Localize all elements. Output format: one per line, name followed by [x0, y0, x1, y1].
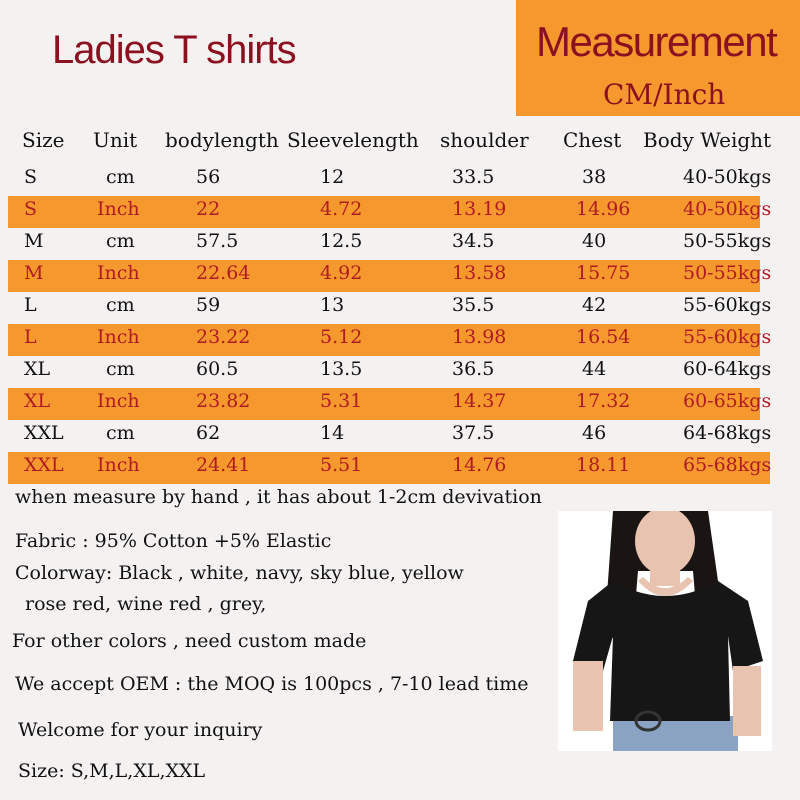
cell-weight: 55-60kgs [683, 326, 772, 348]
cell-size: S [24, 166, 38, 188]
cell-shoulder: 37.5 [452, 422, 495, 444]
cell-weight: 40-50kgs [683, 166, 772, 188]
cell-shoulder: 13.98 [452, 326, 507, 348]
welcome-note: Welcome for your inquiry [18, 719, 263, 741]
oem-note: We accept OEM : the MOQ is 100pcs , 7-10 lead time [15, 673, 529, 695]
header-bodylength: bodylength [165, 128, 279, 152]
header-size: Size [22, 128, 65, 152]
cell-chest: 18.11 [576, 454, 631, 476]
cell-bodylength: 56 [196, 166, 221, 188]
cell-bodylength: 22.64 [196, 262, 251, 284]
cell-unit: Inch [97, 262, 140, 284]
cell-chest: 16.54 [576, 326, 631, 348]
cell-chest: 17.32 [576, 390, 631, 412]
cell-sleeve: 5.51 [320, 454, 363, 476]
cell-weight: 60-64kgs [683, 358, 772, 380]
cell-weight: 50-55kgs [683, 230, 772, 252]
cell-sleeve: 4.72 [320, 198, 363, 220]
cell-unit: Inch [97, 326, 140, 348]
cell-bodylength: 62 [196, 422, 221, 444]
colorway-note-cont: rose red, wine red , grey, [25, 593, 267, 615]
cell-chest: 42 [582, 294, 607, 316]
cell-unit: Inch [97, 198, 140, 220]
fabric-note: Fabric : 95% Cotton +5% Elastic [15, 530, 332, 552]
custom-colors-note: For other colors , need custom made [12, 630, 367, 652]
cell-chest: 15.75 [576, 262, 631, 284]
cell-bodylength: 22 [196, 198, 221, 220]
cell-sleeve: 12 [320, 166, 345, 188]
cell-unit: Inch [97, 390, 140, 412]
header-chest: Chest [563, 128, 622, 152]
cell-unit: cm [106, 166, 135, 188]
cell-weight: 50-55kgs [683, 262, 772, 284]
cell-sleeve: 5.12 [320, 326, 363, 348]
sizes-note: Size: S,M,L,XL,XXL [18, 760, 206, 782]
cell-shoulder: 36.5 [452, 358, 495, 380]
cell-bodylength: 59 [196, 294, 221, 316]
cell-size: M [24, 230, 44, 252]
cell-shoulder: 35.5 [452, 294, 495, 316]
cell-shoulder: 14.37 [452, 390, 507, 412]
cell-size: M [24, 262, 44, 284]
colorway-note: Colorway: Black , white, navy, sky blue, yellow [15, 562, 464, 584]
cell-unit: cm [106, 294, 135, 316]
cell-size: L [24, 294, 37, 316]
cell-unit: cm [106, 422, 135, 444]
cell-size: XL [24, 390, 51, 412]
cell-shoulder: 34.5 [452, 230, 495, 252]
cell-bodylength: 23.22 [196, 326, 251, 348]
cell-weight: 40-50kgs [683, 198, 772, 220]
cell-shoulder: 33.5 [452, 166, 495, 188]
measurement-unit: CM/Inch [603, 78, 726, 111]
cell-bodylength: 23.82 [196, 390, 251, 412]
cell-bodylength: 24.41 [196, 454, 251, 476]
cell-bodylength: 57.5 [196, 230, 239, 252]
cell-size: S [24, 198, 38, 220]
header-sleevelength: Sleevelength [287, 128, 419, 152]
cell-weight: 64-68kgs [683, 422, 772, 444]
cell-chest: 38 [582, 166, 607, 188]
cell-weight: 65-68kgs [683, 454, 772, 476]
cell-shoulder: 13.19 [452, 198, 507, 220]
cell-shoulder: 13.58 [452, 262, 507, 284]
header-unit: Unit [93, 128, 138, 152]
cell-sleeve: 13 [320, 294, 345, 316]
cell-shoulder: 14.76 [452, 454, 507, 476]
measurement-title: Measurement [536, 18, 777, 65]
cell-unit: Inch [97, 454, 140, 476]
page-title: Ladies T shirts [52, 28, 296, 72]
header-shoulder: shoulder [440, 128, 529, 152]
cell-weight: 60-65kgs [683, 390, 772, 412]
cell-unit: cm [106, 358, 135, 380]
cell-size: XL [24, 358, 51, 380]
cell-chest: 46 [582, 422, 607, 444]
cell-sleeve: 5.31 [320, 390, 363, 412]
product-photo [558, 511, 772, 751]
cell-size: XXL [24, 454, 64, 476]
cell-sleeve: 4.92 [320, 262, 363, 284]
cell-size: XXL [24, 422, 64, 444]
cell-chest: 40 [582, 230, 607, 252]
deviation-note: when measure by hand , it has about 1-2cm devivation [15, 486, 542, 508]
cell-bodylength: 60.5 [196, 358, 239, 380]
cell-sleeve: 13.5 [320, 358, 363, 380]
cell-chest: 44 [582, 358, 607, 380]
cell-size: L [24, 326, 37, 348]
cell-weight: 55-60kgs [683, 294, 772, 316]
header-body-weight: Body Weight [643, 128, 772, 152]
cell-sleeve: 12.5 [320, 230, 363, 252]
cell-sleeve: 14 [320, 422, 345, 444]
cell-unit: cm [106, 230, 135, 252]
cell-chest: 14.96 [576, 198, 631, 220]
